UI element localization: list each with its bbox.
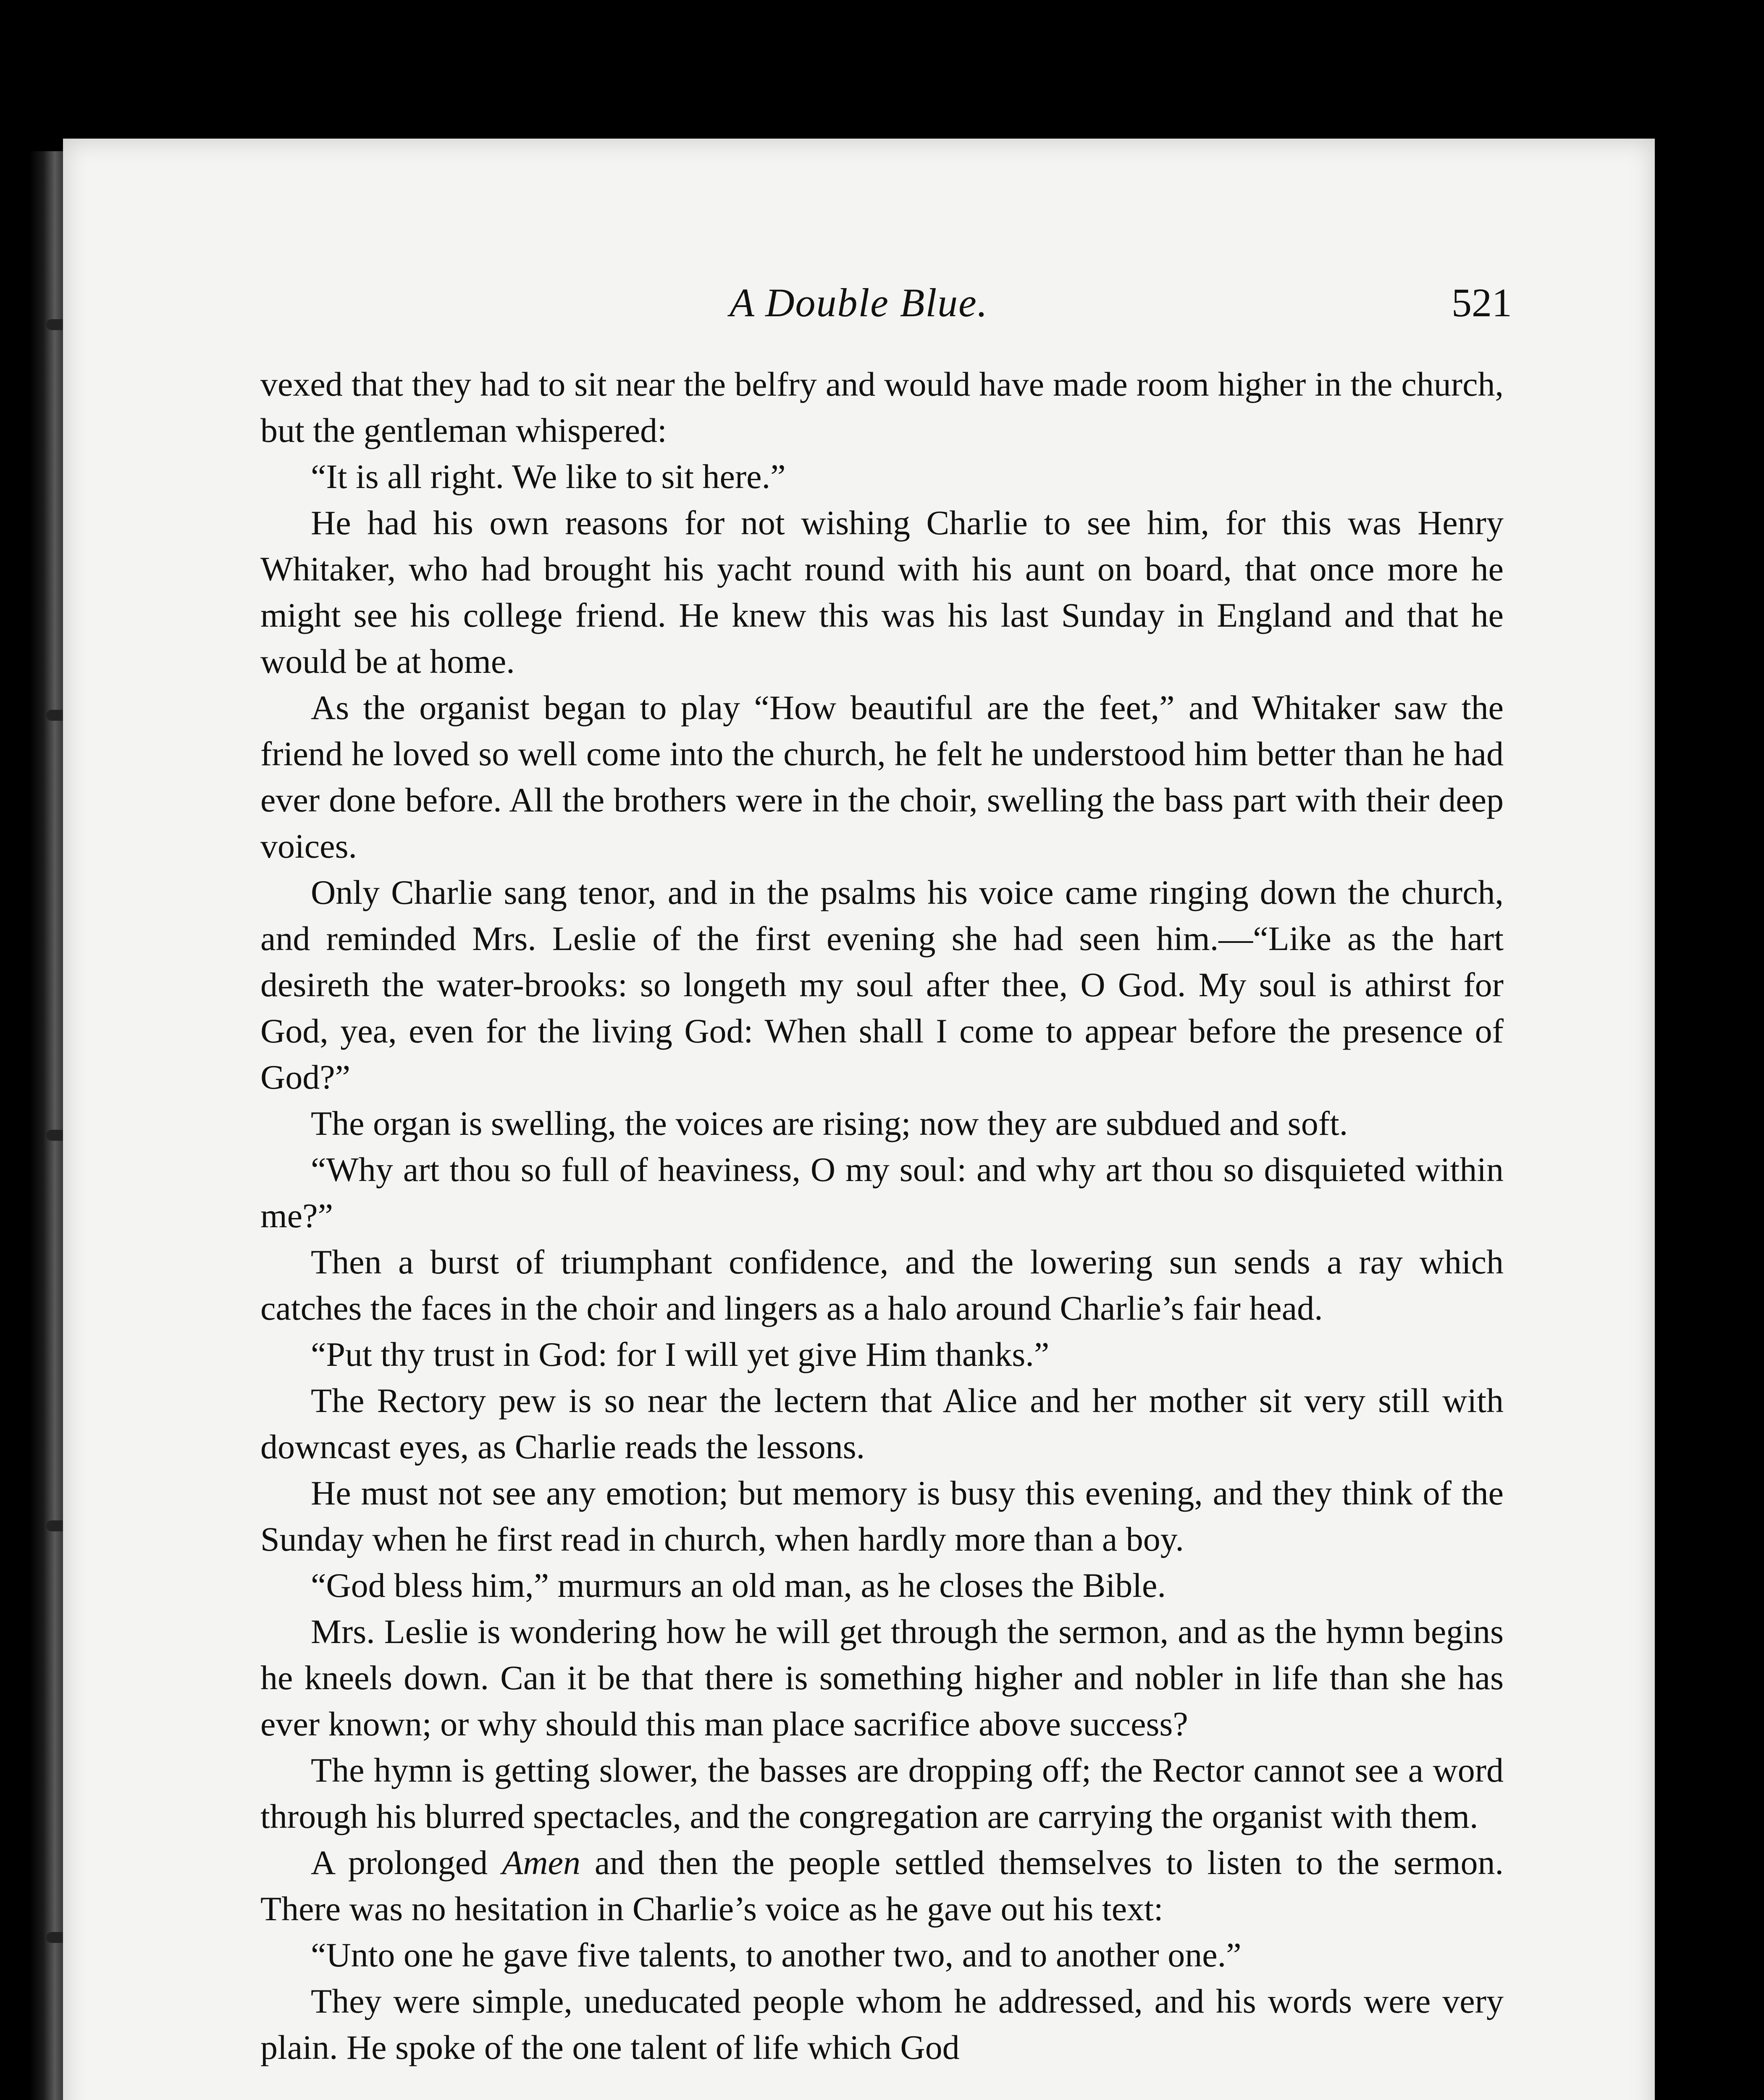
paragraph: They were simple, uneducated people whom he addressed, and his words were very plain. He spoke of the one talent of life which God (260, 1982, 1504, 2066)
paragraph: The organ is swelling, the voices are rising; now they are subdued and soft. (311, 1104, 1348, 1142)
page-header (63, 279, 1655, 330)
paragraph: vexed that they had to sit near the belfry and would have made room higher in the church, but the gentleman whispered: (260, 365, 1504, 449)
body-text (260, 361, 1504, 2071)
amen-after: and then the people settled themselves to listen to the sermon. There was no hesitation in Charlie’s voice as he gave out his text: (260, 1843, 1504, 1928)
paragraph: “Put thy trust in God: for I will yet give Him thanks.” (311, 1335, 1050, 1373)
paragraph: “Unto one he gave five talents, to another two, and to another one.” (311, 1936, 1242, 1974)
paragraph-amen (260, 1840, 1504, 1932)
running-title: A Double Blue. (730, 280, 988, 325)
paragraph: The Rectory pew is so near the lectern that Alice and her mother sit very still with downcast eyes, as Charlie reads the lessons. (260, 1381, 1504, 1466)
paragraph: “God bless him,” murmurs an old man, as he closes the Bible. (311, 1566, 1166, 1604)
paragraph: “It is all right. We like to sit here.” (311, 457, 786, 496)
paragraph: The hymn is getting slower, the basses are dropping off; the Rector cannot see a word through his blurred spectacles, and the congregation are carrying the organist with them. (260, 1751, 1504, 1835)
paragraph: Then a burst of triumphant confidence, and the lowering sun sends a ray which catches the faces in the choir and lingers as a halo around Charlie’s fair head. (260, 1243, 1504, 1327)
paragraph: “Why art thou so full of heaviness, O my soul: and why art thou so disquieted within me?” (260, 1150, 1504, 1235)
paragraph: Mrs. Leslie is wondering how he will get through the sermon, and as the hymn begins he kneels down. Can it be that there is something higher and nobler in life than she has ever known; or why should this man place sacrifice above success? (260, 1612, 1504, 1743)
paragraph: Only Charlie sang tenor, and in the psalms his voice came ringing down the church, and reminded Mrs. Leslie of the first evening she had seen him.—“Like as the hart desireth the water-brooks: so longeth my soul after thee, O God. My soul is athirst for God, yea, even for the living God: When shall I come to appear before the presence of God?” (260, 873, 1504, 1096)
page-number: 521 (1452, 280, 1512, 325)
amen-before: A prolonged (311, 1843, 502, 1882)
paragraph: He must not see any emotion; but memory is busy this evening, and they think of the Sunday when he first read in church, when hardly more than a boy. (260, 1474, 1504, 1558)
paragraph: He had his own reasons for not wishing Charlie to see him, for this was Henry Whitaker, who had brought his yacht round with his aunt on board, that once more he might see his college friend. He knew this was his last Sunday in England and that he would be at home. (260, 504, 1504, 680)
amen-emphasis: Amen (502, 1843, 580, 1882)
paragraph: As the organist began to play “How beautiful are the feet,” and Whitaker saw the friend he loved so well come into the church, he felt he understood him better than he had ever done before. All the brothers were in the choir, swelling the bass part with their deep voices. (260, 688, 1504, 865)
